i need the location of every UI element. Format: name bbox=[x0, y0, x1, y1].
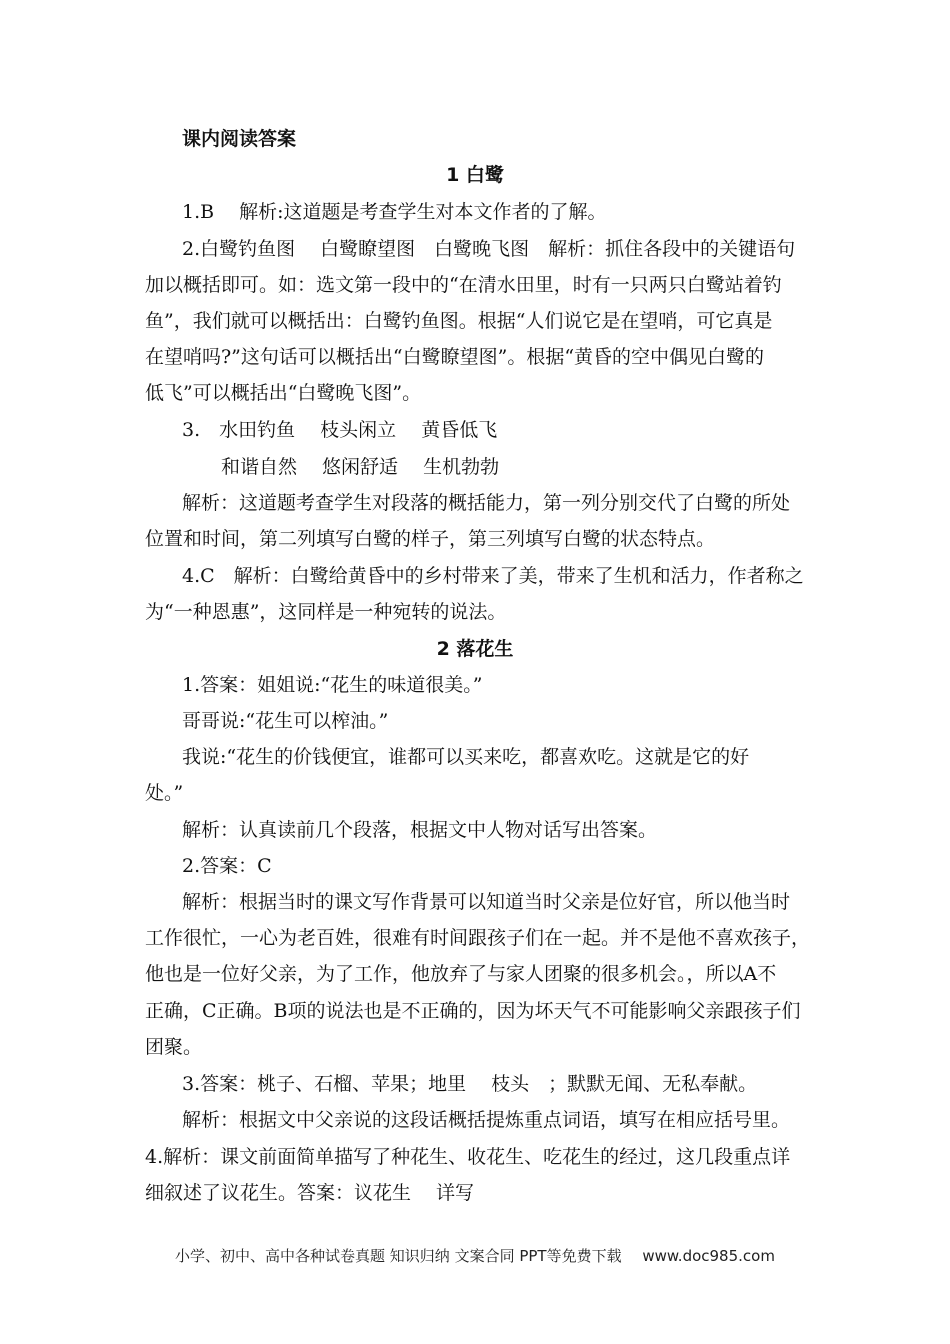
paragraph-line: 3. 水田钓鱼 枝头闲立 黄昏低飞 bbox=[182, 419, 498, 441]
paragraph-line: 在望哨吗?”这句话可以概括出“白鹭瞭望图”。根据“黄昏的空中偶见白鹭的 bbox=[145, 346, 765, 368]
paragraph-line: 他也是一位好父亲，为了工作，他放弃了与家人团聚的很多机会。，所以A不 bbox=[145, 963, 777, 985]
paragraph-line: 1.答案：姐姐说:“花生的味道很美。” bbox=[182, 674, 483, 696]
paragraph-line: 工作很忙，一心为老百姓，很难有时间跟孩子们在一起。并不是他不喜欢孩子， bbox=[145, 927, 811, 949]
paragraph-line: 为“一种恩惠”，这同样是一种宛转的说法。 bbox=[145, 601, 507, 623]
page-footer bbox=[0, 1245, 950, 1266]
paragraph-line: 解析：根据当时的课文写作背景可以知道当时父亲是位好官，所以他当时 bbox=[182, 891, 791, 913]
paragraph-line: 位置和时间，第二列填写白鹭的样子，第三列填写白鹭的状态特点。 bbox=[145, 528, 716, 550]
paragraph-line: 解析：这道题考查学生对段落的概括能力，第一列分别交代了白鹭的所处 bbox=[182, 492, 791, 514]
paragraph-line: 细叙述了议花生。答案：议花生 详写 bbox=[145, 1182, 475, 1204]
paragraph-line: 处。” bbox=[145, 782, 184, 804]
page-heading: 课内阅读答案 bbox=[182, 128, 297, 150]
footer-url[interactable]: www.doc985.com bbox=[642, 1247, 775, 1265]
paragraph-line: 2.答案：C bbox=[182, 855, 272, 877]
paragraph-line: 4.解析：课文前面简单描写了种花生、收花生、吃花生的经过，这几段重点详 bbox=[145, 1146, 791, 1168]
paragraph-line: 加以概括即可。如：选文第一段中的“在清水田里，时有一只两只白鹭站着钓 bbox=[145, 274, 782, 296]
paragraph-line: 低飞”可以概括出“白鹭晚飞图”。 bbox=[145, 382, 422, 404]
section-title-2: 2 落花生 bbox=[436, 638, 514, 660]
paragraph-line: 我说:“花生的价钱便宜，谁都可以买来吃，都喜欢吃。这就是它的好 bbox=[182, 746, 750, 768]
footer-text: 小学、初中、高中各种试卷真题 知识归纳 文案合同 PPT等免费下载 bbox=[175, 1247, 622, 1265]
paragraph-line: 3.答案：桃子、石榴、苹果；地里 枝头 ；默默无闻、无私奉献。 bbox=[182, 1073, 758, 1095]
paragraph-line: 解析：根据文中父亲说的这段话概括提炼重点词语，填写在相应括号里。 bbox=[182, 1109, 791, 1131]
paragraph-line: 4.C 解析：白鹭给黄昏中的乡村带来了美，带来了生机和活力，作者称之 bbox=[182, 565, 804, 587]
paragraph-line: 鱼”，我们就可以概括出：白鹭钓鱼图。根据“人们说它是在望哨，可它真是 bbox=[145, 310, 773, 332]
paragraph-line: 团聚。 bbox=[145, 1036, 203, 1058]
paragraph-line: 哥哥说:“花生可以榨油。” bbox=[182, 710, 389, 732]
paragraph-line: 2.白鹭钓鱼图 白鹭瞭望图 白鹭晚飞图 解析：抓住各段中的关键语句 bbox=[182, 238, 796, 260]
section-title-1: 1 白鹭 bbox=[446, 164, 504, 186]
paragraph-line: 和谐自然 悠闲舒适 生机勃勃 bbox=[221, 456, 500, 478]
paragraph-line: 正确，C正确。B项的说法也是不正确的，因为坏天气不可能影响父亲跟孩子们 bbox=[145, 1000, 801, 1022]
paragraph-line: 解析：认真读前几个段落，根据文中人物对话写出答案。 bbox=[182, 819, 658, 841]
paragraph-line: 1.B 解析:这道题是考查学生对本文作者的了解。 bbox=[182, 201, 607, 223]
